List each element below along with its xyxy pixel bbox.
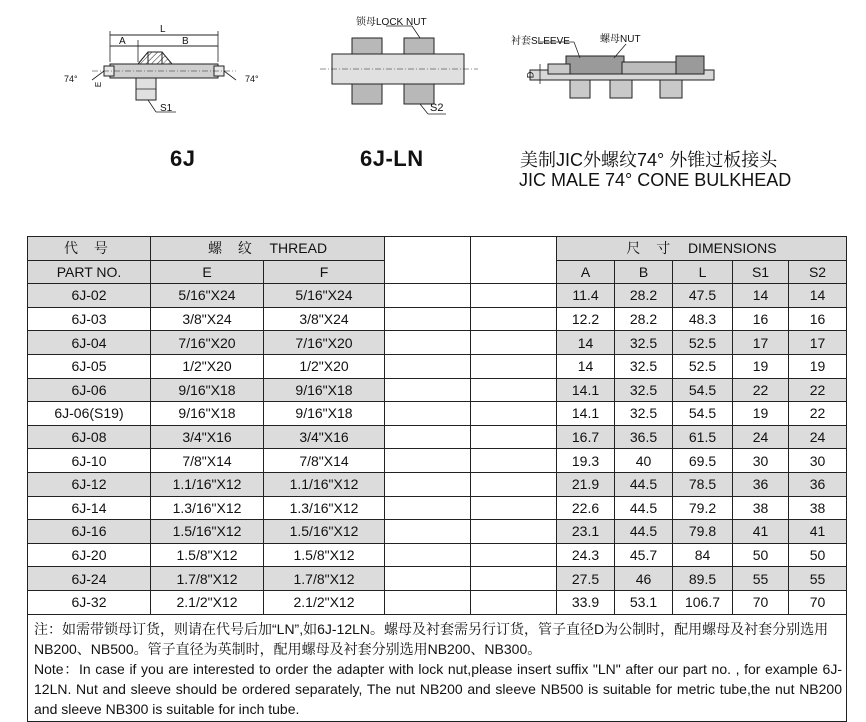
part-no-cell: 6J-20 — [28, 543, 151, 567]
dim-a-cell: 27.5 — [557, 567, 615, 591]
title-chinese: 美制JIC外螺纹74° 外锥过板接头 — [520, 150, 778, 170]
dim-l-cell: 54.5 — [673, 402, 733, 426]
part-no-cell: 6J-16 — [28, 520, 151, 544]
header-col-s2: S2 — [789, 260, 847, 284]
thread-e-cell: 7/16"X20 — [151, 331, 264, 355]
table-row — [28, 496, 847, 520]
blank-cell — [471, 284, 557, 308]
thread-e-cell: 1.5/8"X12 — [151, 543, 264, 567]
blank-cell — [471, 378, 557, 402]
model-label-6j-ln: 6J-LN — [360, 146, 424, 171]
blank-cell — [385, 567, 471, 591]
thread-e-cell: 9/16"X18 — [151, 378, 264, 402]
header-col-l: L — [673, 260, 733, 284]
dim-b-cell: 40 — [615, 449, 673, 473]
spec-table — [27, 236, 847, 722]
locknut-label: 锁母LOCK NUT — [356, 17, 427, 28]
blank-cell — [471, 331, 557, 355]
thread-e-cell: 1.1/16"X12 — [151, 472, 264, 496]
dim-b-cell: 32.5 — [615, 354, 673, 378]
dim-s1-cell: 22 — [733, 378, 789, 402]
dim-l-cell: 69.5 — [673, 449, 733, 473]
thread-f-cell: 1.5/16"X12 — [264, 520, 385, 544]
dim-s2-cell: 55 — [789, 567, 847, 591]
blank-cell — [385, 472, 471, 496]
dim-s1-label: S1 — [160, 103, 173, 114]
dim-a-cell: 14 — [557, 354, 615, 378]
dim-s1-cell: 19 — [733, 354, 789, 378]
blank-cell — [471, 590, 557, 614]
dim-a-cell: 19.3 — [557, 449, 615, 473]
thread-e-cell: 9/16"X18 — [151, 402, 264, 426]
notes-row — [28, 614, 847, 721]
dim-a-cell: 22.6 — [557, 496, 615, 520]
part-no-cell: 6J-08 — [28, 425, 151, 449]
part-no-cell: 6J-04 — [28, 331, 151, 355]
thread-f-cell: 9/16"X18 — [264, 402, 385, 426]
dim-l-cell: 48.3 — [673, 307, 733, 331]
thread-f-cell: 2.1/2"X12 — [264, 590, 385, 614]
blank-cell — [471, 472, 557, 496]
blank-cell — [385, 543, 471, 567]
note-english: Note：In case if you are interested to order the adapter with lock nut,please insert suffix "LN" after our part no. , for example 6J-12LN. Nut and sleeve should be ordered separately, The nut NB200 and sleeve NB500 is suitable for metric tube,the nut NB200 and sleeve NB300 is suitable for inch tube. — [34, 660, 842, 717]
blank-col-2 — [471, 237, 557, 284]
note-chinese: 注：如需带锁母订货，则请在代号后加“LN”,如6J-12LN。螺母及衬套需另行订货，管子直径D为公制时，配用螺母及衬套分别选用NB200、NB500。管子直径为英制时，配用螺母及衬套分别选用NB200、NB300。 — [34, 620, 829, 657]
table-row — [28, 307, 847, 331]
blank-cell — [385, 354, 471, 378]
dim-b-cell: 28.2 — [615, 284, 673, 308]
drawing-6j-ln — [320, 26, 478, 114]
dim-l-cell: 79.8 — [673, 520, 733, 544]
dim-e-label: E — [94, 81, 104, 88]
dim-s1-cell: 14 — [733, 284, 789, 308]
dim-l-cell: 84 — [673, 543, 733, 567]
part-no-cell: 6J-06(S19) — [28, 402, 151, 426]
header-col-e: E — [151, 260, 264, 284]
table-row — [28, 354, 847, 378]
dim-b-cell: 44.5 — [615, 496, 673, 520]
dim-l-cell: 52.5 — [673, 354, 733, 378]
table-row — [28, 449, 847, 473]
dim-a-cell: 21.9 — [557, 472, 615, 496]
dim-l-cell: 89.5 — [673, 567, 733, 591]
header-col-f: F — [264, 260, 385, 284]
nut-label: 螺母NUT — [600, 34, 641, 45]
part-no-cell: 6J-03 — [28, 307, 151, 331]
dim-s1-cell: 17 — [733, 331, 789, 355]
header-col-a: A — [557, 260, 615, 284]
dim-a-cell: 33.9 — [557, 590, 615, 614]
dim-s2-cell: 14 — [789, 284, 847, 308]
dim-s1-cell: 55 — [733, 567, 789, 591]
part-no-cell: 6J-06 — [28, 378, 151, 402]
dim-b-cell: 53.1 — [615, 590, 673, 614]
table-row — [28, 520, 847, 544]
part-no-cell: 6J-05 — [28, 354, 151, 378]
dim-s2-cell: 36 — [789, 472, 847, 496]
table-row — [28, 543, 847, 567]
angle-left-label: 74° — [64, 74, 78, 84]
dim-b-cell: 45.7 — [615, 543, 673, 567]
dim-s2-cell: 22 — [789, 378, 847, 402]
title-english: JIC MALE 74° CONE BULKHEAD — [519, 170, 792, 190]
dim-s1-cell: 38 — [733, 496, 789, 520]
dim-a-cell: 14.1 — [557, 402, 615, 426]
blank-cell — [385, 284, 471, 308]
blank-cell — [385, 378, 471, 402]
header-col-b: B — [615, 260, 673, 284]
blank-cell — [471, 567, 557, 591]
dim-s2-cell: 24 — [789, 425, 847, 449]
thread-e-cell: 1/2"X20 — [151, 354, 264, 378]
thread-e-cell: 5/16"X24 — [151, 284, 264, 308]
thread-e-cell: 3/8"X24 — [151, 307, 264, 331]
dim-s1-cell: 24 — [733, 425, 789, 449]
thread-f-cell: 5/16"X24 — [264, 284, 385, 308]
dim-a-cell: 11.4 — [557, 284, 615, 308]
dim-a-cell: 14.1 — [557, 378, 615, 402]
dim-l-cell: 106.7 — [673, 590, 733, 614]
dim-s1-cell: 50 — [733, 543, 789, 567]
header-part-no: PART NO. — [28, 260, 151, 284]
thread-f-cell: 1.3/16"X12 — [264, 496, 385, 520]
dim-s2-cell: 50 — [789, 543, 847, 567]
dim-a-label: A — [119, 36, 126, 47]
blank-cell — [385, 425, 471, 449]
drawing-6j — [92, 31, 236, 112]
thread-f-cell: 1.7/8"X12 — [264, 567, 385, 591]
dim-s2-cell: 16 — [789, 307, 847, 331]
thread-e-cell: 1.7/8"X12 — [151, 567, 264, 591]
header-row-1 — [28, 237, 847, 261]
dim-b-label: B — [182, 36, 189, 47]
part-no-cell: 6J-24 — [28, 567, 151, 591]
angle-right-label: 74° — [245, 74, 259, 84]
dim-b-cell: 28.2 — [615, 307, 673, 331]
part-no-cell: 6J-10 — [28, 449, 151, 473]
dim-a-cell: 14 — [557, 331, 615, 355]
blank-cell — [471, 543, 557, 567]
dim-s2-cell: 22 — [789, 402, 847, 426]
blank-cell — [385, 449, 471, 473]
dim-s1-cell: 70 — [733, 590, 789, 614]
table-row — [28, 590, 847, 614]
part-no-cell: 6J-32 — [28, 590, 151, 614]
model-label-6j: 6J — [170, 146, 196, 171]
dim-l-cell: 61.5 — [673, 425, 733, 449]
dim-b-cell: 32.5 — [615, 331, 673, 355]
header-code-cn: 代 号 — [28, 237, 151, 261]
table-row — [28, 284, 847, 308]
blank-cell — [385, 331, 471, 355]
blank-cell — [471, 449, 557, 473]
notes-cell — [28, 614, 847, 721]
blank-cell — [471, 520, 557, 544]
blank-cell — [385, 402, 471, 426]
drawings-area — [0, 0, 866, 200]
dim-s1-cell: 41 — [733, 520, 789, 544]
thread-e-cell: 7/8"X14 — [151, 449, 264, 473]
thread-f-cell: 7/8"X14 — [264, 449, 385, 473]
dim-s1-cell: 16 — [733, 307, 789, 331]
dim-s2-cell: 41 — [789, 520, 847, 544]
dim-s2-cell: 38 — [789, 496, 847, 520]
part-no-cell: 6J-12 — [28, 472, 151, 496]
dim-s2-cell: 19 — [789, 354, 847, 378]
drawing-assembly — [530, 42, 714, 98]
blank-cell — [471, 496, 557, 520]
table-row — [28, 402, 847, 426]
blank-cell — [385, 590, 471, 614]
thread-e-cell: 2.1/2"X12 — [151, 590, 264, 614]
header-thread: 螺 纹 THREAD — [151, 237, 385, 261]
table-row — [28, 472, 847, 496]
header-col-s1: S1 — [733, 260, 789, 284]
dim-b-cell: 46 — [615, 567, 673, 591]
thread-f-cell: 9/16"X18 — [264, 378, 385, 402]
dim-s1-cell: 36 — [733, 472, 789, 496]
dim-s2-label: S2 — [430, 102, 444, 114]
header-dimensions: 尺 寸 DIMENSIONS — [557, 237, 847, 261]
thread-f-cell: 1/2"X20 — [264, 354, 385, 378]
thread-e-cell: 1.3/16"X12 — [151, 496, 264, 520]
thread-f-cell: 1.1/16"X12 — [264, 472, 385, 496]
dim-d-label: D — [525, 71, 536, 79]
blank-cell — [471, 402, 557, 426]
part-no-cell: 6J-02 — [28, 284, 151, 308]
dim-l-cell: 52.5 — [673, 331, 733, 355]
dim-l-cell: 78.5 — [673, 472, 733, 496]
dim-a-cell: 24.3 — [557, 543, 615, 567]
dim-b-cell: 44.5 — [615, 472, 673, 496]
dim-l-cell: 47.5 — [673, 284, 733, 308]
blank-cell — [471, 354, 557, 378]
blank-cell — [385, 496, 471, 520]
thread-f-cell: 3/8"X24 — [264, 307, 385, 331]
dim-b-cell: 36.5 — [615, 425, 673, 449]
blank-cell — [471, 307, 557, 331]
dim-s2-cell: 30 — [789, 449, 847, 473]
dim-l-cell: 54.5 — [673, 378, 733, 402]
table-row — [28, 331, 847, 355]
table-row — [28, 378, 847, 402]
dim-b-cell: 32.5 — [615, 402, 673, 426]
dim-a-cell: 12.2 — [557, 307, 615, 331]
blank-col-1 — [385, 237, 471, 284]
sleeve-label: 衬套SLEEVE — [511, 36, 570, 47]
blank-cell — [471, 425, 557, 449]
thread-f-cell: 7/16"X20 — [264, 331, 385, 355]
dim-s1-cell: 19 — [733, 402, 789, 426]
thread-e-cell: 1.5/16"X12 — [151, 520, 264, 544]
thread-e-cell: 3/4"X16 — [151, 425, 264, 449]
dim-s1-cell: 30 — [733, 449, 789, 473]
blank-cell — [385, 520, 471, 544]
dim-l-label: L — [160, 24, 166, 35]
dim-b-cell: 44.5 — [615, 520, 673, 544]
dim-a-cell: 16.7 — [557, 425, 615, 449]
table-row — [28, 567, 847, 591]
dim-l-cell: 79.2 — [673, 496, 733, 520]
dim-b-cell: 32.5 — [615, 378, 673, 402]
blank-cell — [385, 307, 471, 331]
dim-a-cell: 23.1 — [557, 520, 615, 544]
table-row — [28, 425, 847, 449]
dim-s2-cell: 70 — [789, 590, 847, 614]
thread-f-cell: 3/4"X16 — [264, 425, 385, 449]
part-no-cell: 6J-14 — [28, 496, 151, 520]
dim-s2-cell: 17 — [789, 331, 847, 355]
thread-f-cell: 1.5/8"X12 — [264, 543, 385, 567]
